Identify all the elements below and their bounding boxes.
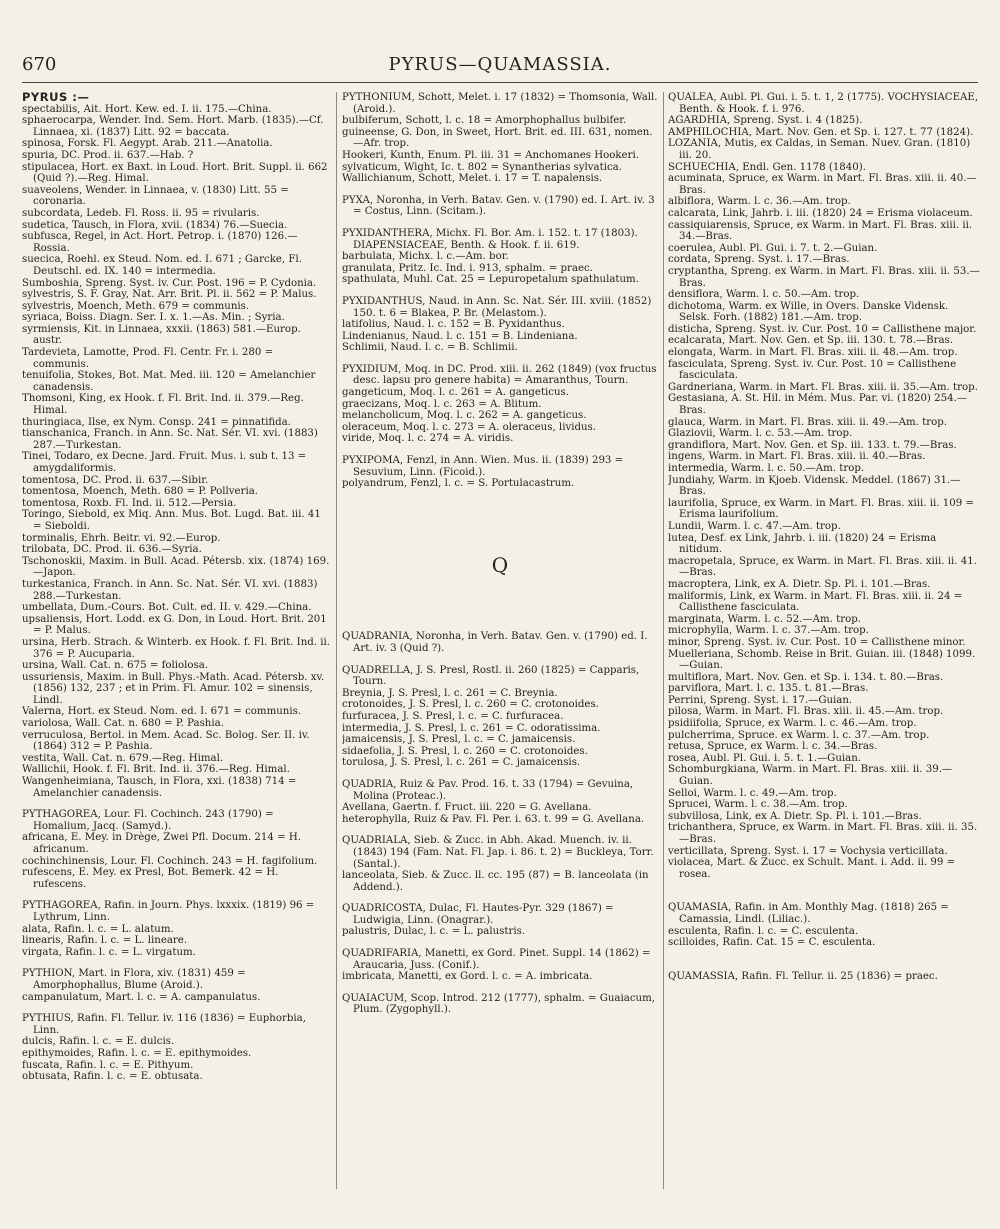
index-entry: ursina, Herb. Strach. & Winterb. ex Hook. f. Fl. Brit. Ind. ii. 376 = P. Aucuparia. <box>22 636 331 660</box>
index-entry: PYXIDIUM, Moq. in DC. Prod. xiii. ii. 262 (1849) (vox fructus desc. lapsu pro genere habita) = Amaranthus, Tourn. <box>342 363 657 387</box>
index-entry: rosea, Aubl. Pl. Gui. i. 5. t. 1.—Guian. <box>668 752 862 764</box>
index-entry: Perrini, Spreng. Syst. i. 17.—Guian. <box>668 694 853 706</box>
index-entry: subfusca, Regel, in Act. Hort. Petrop. i. (1870) 126.—Rossia. <box>22 231 298 254</box>
page-number: 670 <box>22 54 57 75</box>
index-entry: LOZANIA, Mutis, ex Caldas, in Seman. Nuev. Gran. (1810) iii. 20. <box>668 138 971 161</box>
index-entry: violacea, Mart. & Zucc. ex Schult. Mant. i. Add. ii. 99 = rosea. <box>668 857 956 880</box>
index-entry: PYTHAGOREA, Lour. Fl. Cochinch. 243 (1790) = Homalium, Jacq. (Samyd.). <box>22 809 274 832</box>
index-entry: Sprucei, Warm. l. c. 38.—Am. trop. <box>668 799 848 811</box>
index-entry: spuria, DC. Prod. ii. 637.—Hab. ? <box>22 149 194 161</box>
index-entry: QUADRANIA, Noronha, in Verh. Batav. Gen. v. (1790) ed. I. Art. iv. 3 (Quid ?). <box>342 631 648 654</box>
index-entry: QUADRICOSTA, Dulac, Fl. Hautes-Pyr. 329 (1867) = Ludwigia, Linn. (Onagrar.). <box>342 903 614 926</box>
index-entry: AMPHILOCHIA, Mart. Nov. Gen. et Sp. i. 127. t. 77 (1824). <box>668 126 974 138</box>
index-entry: ecalcarata, Mart. Nov. Gen. et Sp. iii. 130. t. 78.—Bras. <box>668 335 954 347</box>
index-entry: crotonoides, J. S. Presl, l. c. 260 = C. crotonoides. <box>342 699 599 711</box>
entry-spacer <box>342 185 658 195</box>
index-entry: PYXIDANTHUS, Naud. in Ann. Sc. Nat. Sér. III. xviii. (1852) 150. t. 6 = Blakea, P. Br. (Melastom.). <box>342 295 652 319</box>
index-entry: macroptera, Link, ex A. Dietr. Sp. Pl. i. 101.—Bras. <box>668 578 931 590</box>
index-entry: cordata, Spreng. Syst. i. 17.—Bras. <box>668 254 850 266</box>
entry-spacer <box>342 983 658 993</box>
index-entry: maliformis, Link, ex Warm. in Mart. Fl. Bras. xiii. ii. 24 = Callisthene fasciculata. <box>668 590 963 614</box>
index-entry: multiflora, Mart. Nov. Gen. et Sp. i. 134. t. 80.—Bras. <box>668 671 944 683</box>
entry-spacer <box>342 354 658 364</box>
index-entry: viride, Moq. l. c. 274 = A. viridis. <box>342 433 514 445</box>
index-entry: Gestasiana, A. St. Hil. in Mém. Mus. Par. vi. (1820) 254.—Bras. <box>668 393 968 417</box>
index-entry: Thomsoni, King, ex Hook. f. Fl. Brit. Ind. ii. 379.—Reg. Himal. <box>22 393 304 417</box>
index-entry: Toringo, Siebold, ex Miq. Ann. Mus. Bot. Lugd. Bat. iii. 41 = Sieboldi. <box>22 509 321 532</box>
page-header <box>22 54 978 76</box>
index-entry: guineense, G. Don, in Sweet, Hort. Brit. ed. III. 631, nomen.—Afr. trop. <box>342 126 653 150</box>
index-entry: sylvaticum, Wight, Ic. t. 802 = Synantherias sylvatica. <box>342 161 622 173</box>
index-entry: QUADRELLA, J. S. Presl, Rostl. ii. 260 (1825) = Capparis, Tourn. <box>342 664 640 688</box>
index-entry: minor, Spreng. Syst. iv. Cur. Post. 10 = Callisthene minor. <box>668 636 966 648</box>
index-entry: lutea, Desf. ex Link, Jahrb. i. iii. (1820) 24 = Erisma nitidum. <box>668 532 937 556</box>
index-entry: africana, E. Mey. in Drège, Zwei Pfl. Docum. 214 = H. africanum. <box>22 832 302 855</box>
index-entry: dichotoma, Warm. ex Wille, in Overs. Danske Vidensk. Selsk. Forh. (1882) 181.—Am. trop. <box>668 300 949 324</box>
index-entry: psidiifolia, Spruce, ex Warm. l. c. 46.—Am. trop. <box>668 718 917 730</box>
entry-spacer <box>342 938 658 948</box>
index-entry: furfuracea, J. S. Presl, l. c. = C. furfuracea. <box>342 710 564 722</box>
index-entry: vestita, Wall. Cat. n. 679.—Reg. Himal. <box>22 752 224 764</box>
index-entry: polyandrum, Fenzl, l. c. = S. Portulacastrum. <box>342 478 575 490</box>
index-entry: sudetica, Tausch, in Flora, xvii. (1834) 76.—Suecia. <box>22 219 288 231</box>
index-entry: fuscata, Rafin. l. c. = E. Pithyum. <box>22 1059 194 1071</box>
section-letter: Q <box>491 552 509 577</box>
index-entry: suaveolens, Wender. in Linnaea, v. (1830) Litt. 55 = coronaria. <box>22 184 289 208</box>
index-entry: oleraceum, Moq. l. c. 273 = A. oleraceus, lividus. <box>342 421 597 433</box>
index-entry: verticillata, Spreng. Syst. i. 17 = Vochysia verticillata. <box>668 845 948 857</box>
index-entry: tomentosa, DC. Prod. ii. 637.—Sibir. <box>22 474 209 486</box>
index-entry: stipulacea, Hort. ex Baxt. in Loud. Hort. Brit. Suppl. ii. 662 (Quid ?).—Reg. Himal. <box>22 161 328 185</box>
index-entry: microphylla, Warm. l. c. 37.—Am. trop. <box>668 625 869 637</box>
index-entry: grandiflora, Mart. Nov. Gen. et Sp. iii. 133. t. 79.—Bras. <box>668 439 957 451</box>
index-entry: imbricata, Manetti, ex Gord. l. c. = A. imbricata. <box>342 971 593 983</box>
entry-spacer <box>342 825 658 835</box>
index-entry: Gardneriana, Warm. in Mart. Fl. Bras. xiii. ii. 35.—Am. trop. <box>668 381 978 393</box>
index-entry: palustris, Dulac, l. c. = L. palustris. <box>342 926 526 938</box>
index-entry: umbellata, Dum.-Cours. Bot. Cult. ed. II. v. 429.—China. <box>22 602 312 614</box>
index-entry: thuringiaca, Ilse, ex Nym. Consp. 241 = pinnatifida. <box>22 416 291 428</box>
index-entry: syrmiensis, Kit. in Linnaea, xxxii. (1863) 581.—Europ. austr. <box>22 323 301 347</box>
index-entry: calcarata, Link, Jahrb. i. iii. (1820) 24 = Erisma violaceum. <box>668 207 973 219</box>
index-entry: melancholicum, Moq. l. c. 262 = A. gangeticus. <box>342 410 587 422</box>
index-entry: PYTHIUS, Rafin. Fl. Tellur. iv. 116 (1836) = Euphorbia, Linn. <box>22 1013 306 1036</box>
running-title: PYRUS—QUAMASSIA. <box>388 54 612 75</box>
entry-spacer <box>342 286 658 296</box>
index-entry: jamaicensis, J. S. Presl, l. c. = C. jamaicensis. <box>342 734 576 746</box>
index-entry: verruculosa, Bertol. in Mem. Acad. Sc. Bolog. Ser. II. iv. (1864) 312 = P. Pashia. <box>22 729 310 753</box>
index-entry: intermedia, Warm. l. c. 50.—Am. trop. <box>668 463 865 474</box>
index-entry: ingens, Warm. in Mart. Fl. Bras. xiii. ii. 40.—Bras. <box>668 451 926 463</box>
index-entry: tomentosa, Roxb. Fl. Ind. ii. 512.—Persia. <box>22 497 237 509</box>
index-entry: sylvestris, Moench, Meth. 679 = communis. <box>22 300 250 312</box>
entry-spacer <box>22 1003 332 1013</box>
index-entry: variolosa, Wall. Cat. n. 680 = P. Pashia. <box>22 718 224 730</box>
index-entry: sylvestris, S. F. Gray, Nat. Arr. Brit. Pl. ii. 562 = P. Malus. <box>22 289 317 301</box>
index-entry: Jundiahy, Warm. in Kjoeb. Vidensk. Meddel. (1867) 31.—Bras. <box>668 474 961 498</box>
column-divider <box>336 92 337 1189</box>
index-entry: suecica, Roehl. ex Steud. Nom. ed. I. 671 ; Garcke, Fl. Deutschl. ed. IX. 140 = intermedia. <box>22 254 302 277</box>
index-entry: albiflora, Warm. l. c. 36.—Am. trop. <box>668 196 851 208</box>
index-entry: QUAMASIA, Rafin. in Am. Monthly Mag. (1818) 265 = Camassia, Lindl. (Liliac.). <box>668 902 949 925</box>
index-entry: Wangenheimiana, Tausch, in Flora, xxi. (1838) 714 = Amelanchier canadensis. <box>22 776 297 799</box>
index-entry: PYTHAGOREA, Rafin. in Journ. Phys. lxxxix. (1819) 96 = Lythrum, Linn. <box>22 900 315 923</box>
index-entry: Muelleriana, Schomb. Reise in Brit. Guian. iii. (1848) 1099.—Guian. <box>668 648 976 672</box>
entry-spacer <box>22 799 332 809</box>
index-entry: SCHUECHIA, Endl. Gen. 1178 (1840). <box>668 161 866 173</box>
index-entry: tomentosa, Moench, Meth. 680 = P. Pollveria. <box>22 486 259 498</box>
index-entry: PYTHION, Mart. in Flora, xiv. (1831) 459 = Amorphophallus, Blume (Aroid.). <box>22 968 246 991</box>
column-divider <box>663 92 664 1189</box>
index-entry: PYXA, Noronha, in Verh. Batav. Gen. v. (1790) ed. I. Art. iv. 3 = Costus, Linn. (Scitam.). <box>342 194 655 218</box>
entry-spacer <box>342 893 658 903</box>
index-entry: trilobata, DC. Prod. ii. 636.—Syria. <box>22 544 202 556</box>
index-entry: Glaziovii, Warm. l. c. 53.—Am. trop. <box>668 428 853 440</box>
index-entry: bulbiferum, Schott, l. c. 18 = Amorphophallus bulbifer. <box>342 115 627 127</box>
index-entry: rufescens, E. Mey. ex Presl, Bot. Bemerk. 42 = H. rufescens. <box>22 867 279 890</box>
index-entry: spectabilis, Ait. Hort. Kew. ed. I. ii. 175.—China. <box>22 103 272 115</box>
index-entry: Schomburgkiana, Warm. in Mart. Fl. Bras. xiii. ii. 39.—Guian. <box>668 764 953 788</box>
index-entry: Hookeri, Kunth, Enum. Pl. iii. 31 = Anchomanes Hookeri. <box>342 149 639 161</box>
index-entry: esculenta, Rafin. l. c. = C. esculenta. <box>668 925 859 937</box>
index-entry: scilloides, Rafin. Cat. 15 = C. esculenta. <box>668 937 876 949</box>
index-entry: epithymoides, Rafin. l. c. = E. epithymoides. <box>22 1047 252 1059</box>
index-entry: laurifolia, Spruce, ex Warm. in Mart. Fl. Bras. xiii. ii. 109 = Erisma laurifolium. <box>668 497 974 521</box>
header-rule <box>22 82 978 83</box>
entry-spacer <box>342 218 658 228</box>
index-entry: gangeticum, Moq. l. c. 261 = A. gangeticus. <box>342 387 570 399</box>
index-entry: torulosa, J. S. Presl, l. c. 261 = C. jamaicensis. <box>342 757 581 769</box>
index-entry: Selloi, Warm. l. c. 49.—Am. trop. <box>668 787 837 799</box>
index-entry: QUAMASSIA, Rafin. Fl. Tellur. ii. 25 (1836) = praec. <box>668 970 938 982</box>
entry-spacer <box>342 445 658 455</box>
index-entry: Breynia, J. S. Presl, l. c. 261 = C. Breynia. <box>342 687 558 699</box>
index-entry: QUAIACUM, Scop. Introd. 212 (1777), sphalm. = Guaiacum, Plum. (Zygophyll.). <box>342 992 656 1016</box>
index-entry: trichanthera, Spruce, ex Warm. in Mart. Fl. Bras. xiii. ii. 35.—Bras. <box>668 822 978 845</box>
index-entry: heterophylla, Ruiz & Pav. Fl. Per. i. 63. t. 99 = G. Avellana. <box>342 813 645 825</box>
column-2 <box>342 92 658 1211</box>
index-entry: retusa, Spruce, ex Warm. l. c. 34.—Bras. <box>668 741 878 753</box>
index-entry: torminalis, Ehrh. Beitr. vi. 92.—Europ. <box>22 532 221 544</box>
index-entry: densiflora, Warm. l. c. 50.—Am. trop. <box>668 289 860 301</box>
index-entry: syriaca, Boiss. Diagn. Ser. I. x. 1.—As. Min. ; Syria. <box>22 312 285 324</box>
index-entry: sphaerocarpa, Wender. Ind. Sem. Hort. Marb. (1835).—Cf. Linnaea, xi. (1837) Litt. 92 = baccata. <box>22 115 324 138</box>
index-entry: turkestanica, Franch. in Ann. Sc. Nat. Sér. VI. xvi. (1883) 288.—Turkestan. <box>22 578 318 602</box>
index-entry: elongata, Warm. in Mart. Fl. Bras. xiii. ii. 48.—Am. trop. <box>668 347 958 359</box>
index-entry: PYTHONIUM, Schott, Melet. i. 17 (1832) = Thomsonia, Wall. (Aroid.). <box>342 92 658 115</box>
index-entry: alata, Rafin. l. c. = L. alatum. <box>22 923 174 935</box>
entry-spacer <box>342 655 658 665</box>
index-entry: Valerna, Hort. ex Steud. Nom. ed. I. 671 = communis. <box>22 706 302 718</box>
index-entry: barbulata, Michx. l. c.—Am. bor. <box>342 251 509 263</box>
index-entry: Avellana, Gaertn. f. Fruct. iii. 220 = G. Avellana. <box>342 802 592 814</box>
index-entry: marginata, Warm. l. c. 52.—Am. trop. <box>668 613 861 625</box>
column-1 <box>22 92 332 1211</box>
index-entry: disticha, Spreng. Syst. iv. Cur. Post. 10 = Callisthene major. <box>668 323 977 335</box>
index-entry: upsaliensis, Hort. Lodd. ex G. Don, in Loud. Hort. Brit. 201 = P. Malus. <box>22 613 327 637</box>
index-entry: spathulata, Muhl. Cat. 25 = Lepuropetalum spathulatum. <box>342 274 639 286</box>
index-entry: QUADRIA, Ruiz & Pav. Prod. 16. t. 33 (1794) = Gevuina, Molina (Proteac.). <box>342 778 634 802</box>
index-entry: campanulatum, Mart. l. c. = A. campanulatus. <box>22 991 261 1003</box>
index-entry: linearis, Rafin. l. c. = L. lineare. <box>22 935 188 947</box>
index-entry: glauca, Warm. in Mart. Fl. Bras. xiii. ii. 49.—Am. trop. <box>668 416 948 428</box>
index-entry: Tschonoskii, Maxim. in Bull. Acad. Pétersb. xix. (1874) 169.—Japon. <box>22 555 330 579</box>
index-entry: Schlimii, Naud. l. c. = B. Schlimii. <box>342 342 518 354</box>
index-entry: obtusata, Rafin. l. c. = E. obtusata. <box>22 1071 203 1083</box>
index-entry: PYXIDANTHERA, Michx. Fl. Bor. Am. i. 152. t. 17 (1803). DIAPENSIACEAE, Benth. & Hook. f. ii. 619. <box>342 227 638 251</box>
index-entry: cassiquiarensis, Spruce, ex Warm. in Mart. Fl. Bras. xiii. ii. 34.—Bras. <box>668 219 973 243</box>
index-entry: virgata, Rafin. l. c. = L. virgatum. <box>22 946 196 958</box>
index-entry: pilosa, Warm. in Mart. Fl. Bras. xiii. ii. 45.—Am. trop. <box>668 706 944 718</box>
index-entry: parviflora, Mart. l. c. 135. t. 81.—Bras. <box>668 683 869 695</box>
entry-spacer <box>668 880 980 902</box>
genus-heading: PYRUS :— <box>22 92 90 104</box>
index-entry: tenuifolia, Stokes, Bot. Mat. Med. iii. 120 = Amelanchier canadensis. <box>22 370 316 393</box>
index-entry: ursina, Wall. Cat. n. 675 = foliolosa. <box>22 660 209 672</box>
entry-spacer <box>342 769 658 779</box>
index-entry: QUALEA, Aubl. Pl. Gui. i. 5. t. 1, 2 (1775). VOCHYSIACEAE, Benth. & Hook. f. i. 976. <box>668 92 979 115</box>
index-entry: intermedia, J. S. Presl, l. c. 261 = C. odoratissima. <box>342 722 601 734</box>
index-entry: fasciculata, Spreng. Syst. iv. Cur. Post. 10 = Callisthene fasciculata. <box>668 358 957 382</box>
index-entry: tianschanica, Franch. in Ann. Sc. Nat. Sér. VI. xvi. (1883) 287.—Turkestan. <box>22 428 318 451</box>
index-entry: latifolius, Naud. l. c. 152 = B. Pyxidanthus. <box>342 319 565 331</box>
index-entry: macropetala, Spruce, ex Warm. in Mart. Fl. Bras. xiii. ii. 41.—Bras. <box>668 555 977 579</box>
entry-spacer <box>668 949 980 971</box>
index-entry: subcordata, Ledeb. Fl. Ross. ii. 95 = rivularis. <box>22 207 260 219</box>
index-entry: Tardevieta, Lamotte, Prod. Fl. Centr. Fr. i. 280 = communis. <box>22 347 274 370</box>
index-entry: coerulea, Aubl. Pl. Gui. i. 7. t. 2.—Guian. <box>668 242 878 254</box>
index-entry: Lundii, Warm. l. c. 47.—Am. trop. <box>668 520 841 532</box>
index-entry: acuminata, Spruce, ex Warm. in Mart. Fl. Bras. xiii. ii. 40.—Bras. <box>668 173 977 196</box>
index-entry: cryptantha, Spreng. ex Warm. in Mart. Fl. Bras. xiii. ii. 53.—Bras. <box>668 265 980 289</box>
index-entry: ussuriensis, Maxim. in Bull. Phys.-Math. Acad. Pétersb. xv. (1856) 132, 237 ; et in Prim. Fl. Amur. 102 = sinensis, Lindl. <box>22 671 325 706</box>
index-entry: Sumboshia, Spreng. Syst. iv. Cur. Post. 196 = P. Cydonia. <box>22 277 317 289</box>
index-entry: cochinchinensis, Lour. Fl. Cochinch. 243 = H. fagifolium. <box>22 855 318 867</box>
index-entry: subvillosa, Link, ex A. Dietr. Sp. Pl. i. 101.—Bras. <box>668 810 922 822</box>
entry-spacer <box>22 890 332 900</box>
index-entry: graecizans, Moq. l. c. 263 = A. Blitum. <box>342 398 542 410</box>
index-entry: Tinei, Todaro, ex Decne. Jard. Fruit. Mus. i. sub t. 13 = amygdaliformis. <box>22 451 307 474</box>
index-entry: granulata, Pritz. Ic. Ind. i. 913, sphalm. = praec. <box>342 262 593 274</box>
index-entry: dulcis, Rafin. l. c. = E. dulcis. <box>22 1036 175 1048</box>
index-entry: QUADRIFARIA, Manetti, ex Gord. Pinet. Suppl. 14 (1862) = Araucaria, Juss. (Conif.). <box>342 948 651 971</box>
index-entry: pulcherrima, Spruce. ex Warm. l. c. 37.—Am. trop. <box>668 729 930 741</box>
index-entry: sidaefolia, J. S. Presl, l. c. 260 = C. crotonoides. <box>342 745 588 757</box>
column-3 <box>668 92 980 1211</box>
index-entry: Wallichii, Hook. f. Fl. Brit. Ind. ii. 376.—Reg. Himal. <box>22 764 290 776</box>
index-entry: lanceolata, Sieb. & Zucc. ll. cc. 195 (87) = B. lanceolata (in Addend.). <box>342 870 649 893</box>
index-entry: QUADRIALA, Sieb. & Zucc. in Abh. Akad. Muench. iv. ii. (1843) 194 (Fam. Nat. Fl. Jap. i. 86. t. 2) = Buckleya, Torr. (Santal.). <box>342 835 654 870</box>
entry-spacer <box>22 958 332 968</box>
index-entry: AGARDHIA, Spreng. Syst. i. 4 (1825). <box>668 115 863 127</box>
index-entry: Wallichianum, Schott, Melet. i. 17 = T. napalensis. <box>342 173 603 185</box>
index-entry: spinosa, Forsk. Fl. Aegypt. Arab. 211.—Anatolia. <box>22 138 273 150</box>
index-entry: Lindenianus, Naud. l. c. 151 = B. Lindeniana. <box>342 330 578 342</box>
index-entry: PYXIPOMA, Fenzl, in Ann. Wien. Mus. ii. (1839) 293 = Sesuvium, Linn. (Ficoid.). <box>342 455 624 478</box>
